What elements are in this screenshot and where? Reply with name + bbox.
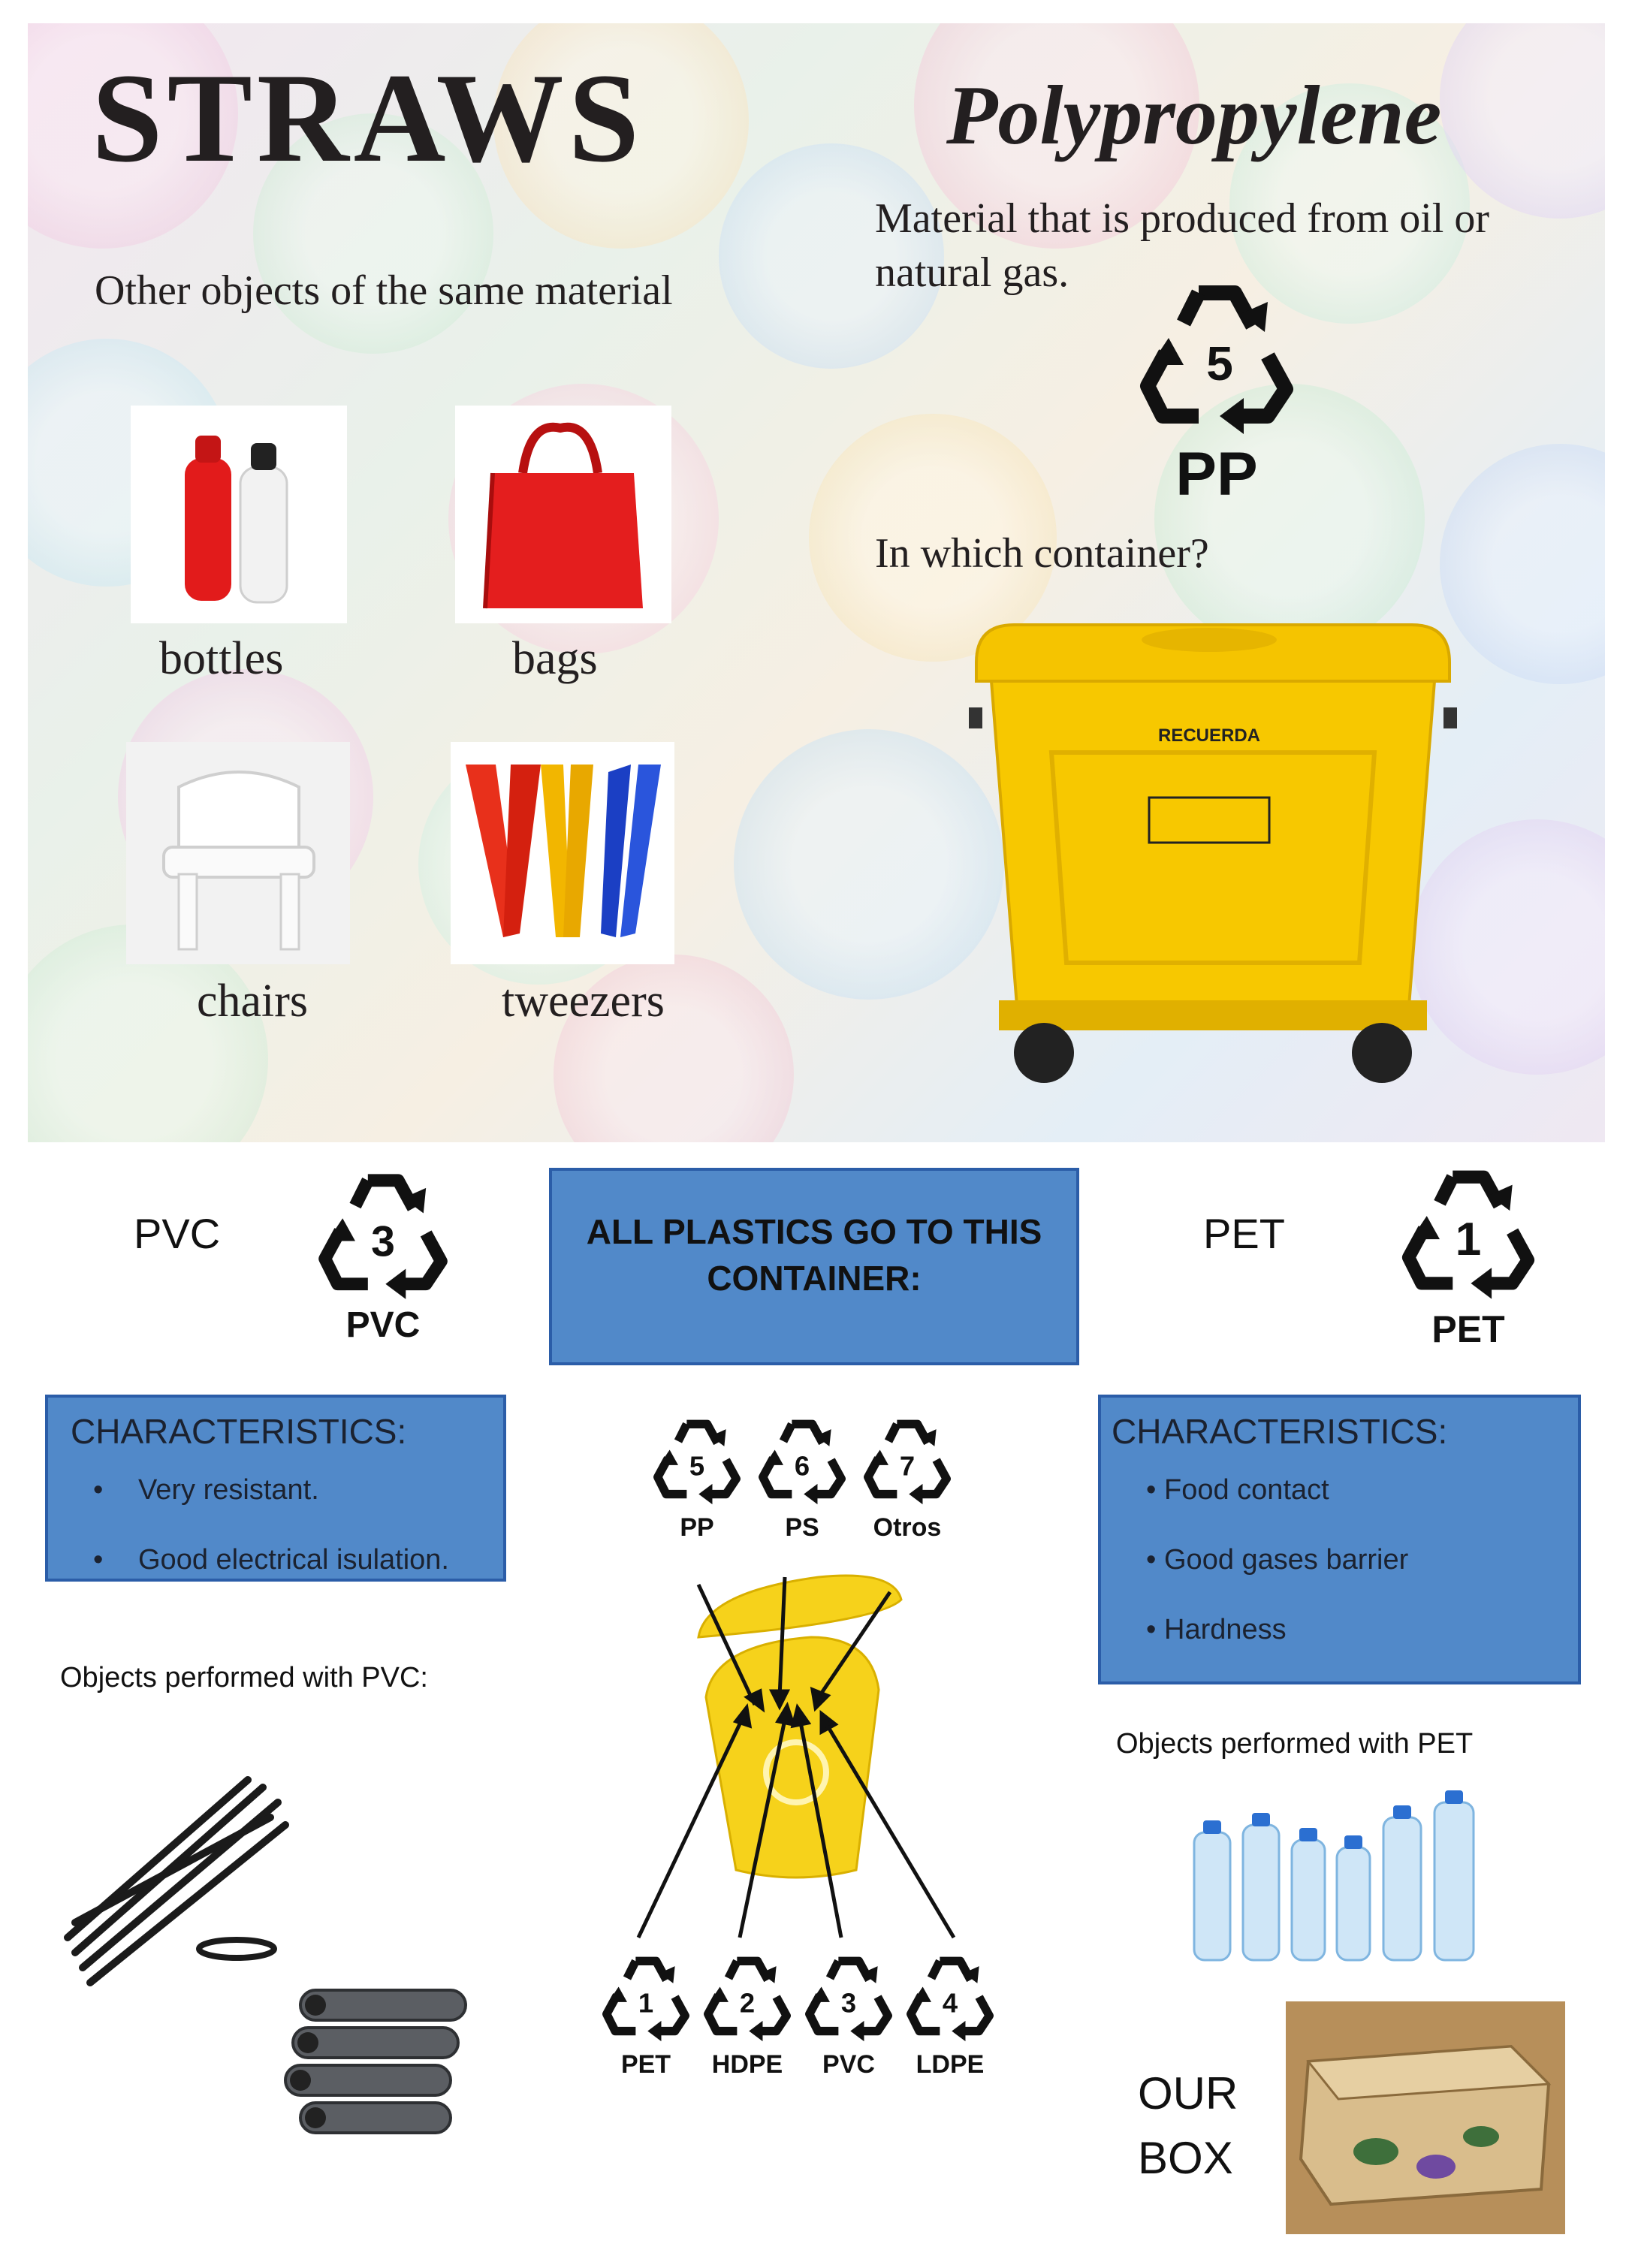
code-otros: 7 Otros [855,1416,960,1543]
pvc-heading: PVC [134,1210,221,1257]
all-plastics-banner [549,1168,1079,1365]
pet-characteristics-list [1101,1474,1578,1646]
pvc-pipes-image [270,1960,481,2140]
pp-code-abbr: PP [1175,440,1258,508]
svg-text:5: 5 [1206,336,1233,391]
code-ldpe: 4 LDPE [897,1953,1003,2080]
pet-heading: PET [1203,1210,1285,1257]
bottom-plastic-codes [593,1953,1029,2088]
pvc-objects-label: Objects performed with PVC: [60,1662,428,1693]
material-description: Material that is produced from oil or natural gas. [875,195,1489,296]
svg-text:6: 6 [794,1450,810,1482]
pet-code-abbr: PET [1431,1308,1505,1350]
recycling-bin-diagram [593,1547,1014,1968]
material-name: Polypropylene [946,69,1442,162]
code-ps: 6 PS [750,1416,855,1543]
pet-characteristic-item: • Good gases barrier [1101,1544,1578,1576]
recycle-triangle-icon [1127,278,1307,443]
object-label-bags: bags [512,633,598,684]
svg-text:7: 7 [899,1450,916,1482]
our-box-photo [1286,2001,1565,2234]
water-bottles-image [1187,1787,1487,1968]
pet-characteristics-title: CHARACTERISTICS: [1112,1412,1448,1451]
recycle-triangle-icon [593,1953,698,2046]
recycle-triangle-icon [695,1953,800,2046]
pvc-characteristics-list [48,1474,503,1576]
code-hdpe: 2 HDPE [695,1953,800,2080]
pp-recycle-code [1127,278,1307,511]
recycle-triangle-icon [1393,1164,1543,1307]
yellow-container-image [969,610,1457,1098]
pet-objects-label: Objects performed with PET [1116,1728,1474,1760]
top-plastic-codes [644,1416,967,1551]
cable-ties-image [60,1772,300,1998]
code-pvc: 3 PVC [796,1953,901,2080]
pet-characteristics-panel [1098,1395,1581,1684]
object-label-tweezers: tweezers [502,976,665,1027]
container-question: In which container? [875,530,1209,577]
poster-title: STRAWS [92,47,644,188]
bottles-image [131,406,347,623]
our-box-label: OUR BOX [1138,2068,1238,2183]
svg-text:2: 2 [739,1987,756,2019]
pvc-characteristic-item: • Very resistant. [48,1474,503,1506]
code-pet: 1 PET [593,1953,698,2080]
recycle-triangle-icon [855,1416,960,1509]
pvc-code-abbr: PVC [345,1305,421,1345]
recycle-triangle-icon [644,1416,750,1509]
svg-text:5: 5 [689,1450,705,1482]
pvc-recycle-code [308,1168,458,1356]
svg-text:4: 4 [942,1987,958,2019]
recycle-triangle-icon [796,1953,901,2046]
object-label-bottles: bottles [159,633,284,684]
svg-text:1: 1 [1455,1213,1482,1265]
subtitle: Other objects of the same material [95,267,673,314]
pet-characteristic-item: • Food contact [1101,1474,1578,1506]
recycle-triangle-icon [308,1168,458,1307]
pet-recycle-code [1393,1164,1543,1352]
recycle-triangle-icon [897,1953,1003,2046]
chair-image [126,742,350,964]
pvc-characteristic-item: • Good electrical isulation. [48,1544,503,1576]
bag-image [455,406,671,623]
svg-text:1: 1 [638,1987,654,2019]
pvc-characteristics-title: CHARACTERISTICS: [71,1412,407,1451]
bin-sticker-text: RECUERDA [1157,725,1261,746]
recycle-triangle-icon [750,1416,855,1509]
code-pp: 5 PP [644,1416,750,1543]
object-label-chairs: chairs [197,976,309,1027]
svg-text:3: 3 [840,1987,857,2019]
clothespins-image [451,742,674,964]
all-plastics-text: ALL PLASTICS GO TO THIS CONTAINER: [586,1212,1042,1298]
pvc-characteristics-panel [45,1395,506,1582]
pet-characteristic-item: • Hardness [1101,1614,1578,1646]
svg-text:3: 3 [371,1217,395,1266]
